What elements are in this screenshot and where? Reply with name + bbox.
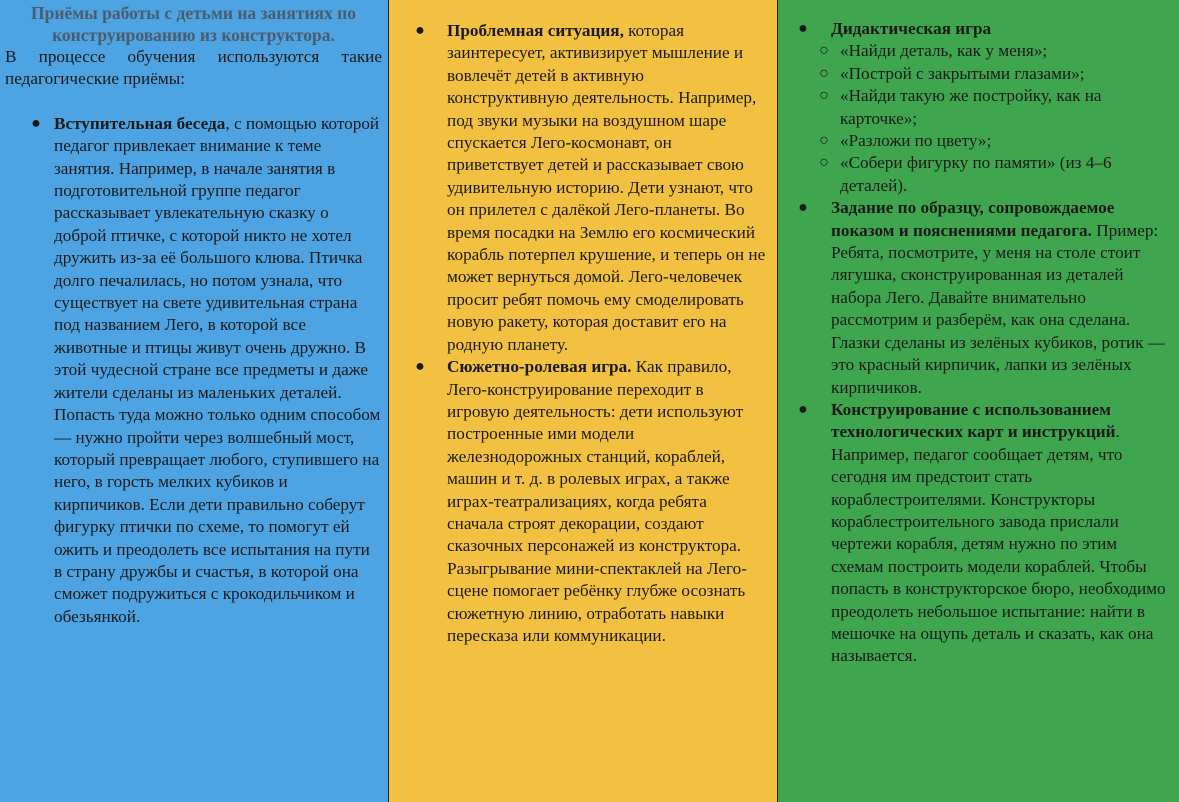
- circle-bullet-icon: ○: [819, 64, 829, 82]
- item-heading: Сюжетно-ролевая игра.: [447, 357, 632, 377]
- circle-bullet-icon: ○: [819, 87, 829, 105]
- list-item: [792, 18, 1169, 197]
- item-text: , с помощью которой педагог привлекает внимание к теме занятия. Например, в начале занятия в подготовительной группе педагог рассказывает увлекательную сказку о доброй птичке, с которой никто не хотел дружить из-за её большого клюва. Птичка долго печалилась, но потом узнала, что существует на свете удивительная страна под названием Лего, в которой все животные и птицы живут очень дружно. В этой чудесной стране все предметы и даже жители сделаны из маленьких деталей. Попасть туда можно только одним способом — нужно пройти через волшебный мост, который превращает любого, ступившего на него, в горсть мелких кубиков и кирпичиков. Если дети правильно соберут фигурку птички по схеме, то помогут ей ожить и преодолеть все испытания на пути в страну дружбы и счастья, в которой она сможет подружиться с крокодильчиком и обезьянкой.: [54, 113, 381, 626]
- item-heading: Конструирование с использованием технологических карт и инструкций: [831, 399, 1116, 442]
- bullet-icon: ●: [798, 199, 808, 217]
- bullet-icon: ●: [798, 400, 808, 418]
- circle-bullet-icon: ○: [819, 132, 829, 150]
- bullet-icon: ●: [798, 20, 808, 37]
- sublist-item: [792, 40, 1169, 62]
- list-item: [792, 399, 1169, 668]
- item-text: Пример: Ребята, посмотрите, у меня на столе стоит лягушка, сконструированная из деталей набора Лего. Давайте внимательно рассмотрим и разберём, как она сделана. Глазки сделаны из зелёных кубиков, ротик — это красный кирпичик, лапки из зелёных кирпичиков.: [831, 220, 1165, 397]
- list-item: [5, 113, 382, 628]
- sublist-text: «Построй с закрытыми глазами»;: [840, 63, 1085, 83]
- item-heading: Проблемная ситуация,: [447, 21, 624, 40]
- list-item: [409, 20, 767, 356]
- column-yellow: [389, 0, 777, 802]
- game-sublist: [792, 40, 1169, 197]
- sublist-text: «Найди такую же постройку, как на карточке»;: [840, 86, 1102, 128]
- intro-text: В процессе обучения используются такие педагогические приёмы:: [5, 47, 382, 89]
- item-text: Как правило, Лего-конструирование переходит в игровую деятельность: дети используют построенные ими модели железнодорожных станций, кораблей, машин и т. д. в ролевых играх, а также играх-театрализациях, когда ребята сначала строят декорации, создают сказочных персонажей из конструктора. Разыгрывание мини-спектаклей на Лего-сцене помогает ребёнку глубже осознать сюжетную линию, отработать навыки пересказа или коммуникации.: [447, 357, 747, 645]
- list-item: [409, 356, 767, 647]
- sublist-item: [792, 63, 1169, 85]
- sublist-text: «Разложи по цвету»;: [840, 131, 992, 151]
- item-text: которая заинтересует, активизирует мышление и вовлечёт детей в активную конструктивную деятельность. Например, под звуки музыки на воздушном шаре спускается Лего-космонавт, он приветствует детей и рассказывает свою удивительную историю. Дети узнают, что он прилетел с далёкой Лего-планеты. Во время посадки на Землю его космический корабль потерпел крушение, и теперь он не может вернуться домой. Лего-человечек просит ребят помочь ему смоделировать новую ракету, которая доставит его на родную планету.: [447, 21, 766, 354]
- item-heading: Задание по образцу, сопровождаемое показом и пояснениями педагога.: [831, 198, 1115, 240]
- sublist-text: «Найди деталь, как у меня»;: [840, 41, 1048, 61]
- bullet-icon: ●: [415, 22, 425, 39]
- sublist-item: [792, 85, 1169, 130]
- column-blue: [0, 0, 388, 802]
- list-item: [792, 197, 1169, 399]
- sublist-text: «Собери фигурку по памяти» (из 4–6 деталей).: [840, 153, 1112, 195]
- sublist-item: [792, 152, 1169, 197]
- circle-bullet-icon: ○: [819, 154, 829, 172]
- item-heading: Дидактическая игра: [831, 19, 992, 38]
- circle-bullet-icon: ○: [819, 42, 829, 60]
- bullet-icon: ●: [415, 358, 425, 376]
- sublist-item: [792, 130, 1169, 152]
- item-heading: Вступительная беседа: [54, 113, 226, 133]
- technique-list: [409, 20, 767, 647]
- page-title: Приёмы работы с детьми на занятиях по конструированию из конструктора.: [31, 3, 356, 45]
- technique-list: [5, 113, 382, 628]
- technique-list: [792, 18, 1169, 668]
- column-green: [778, 0, 1179, 802]
- bullet-icon: ●: [31, 114, 41, 132]
- item-text: . Например, педагог сообщает детям, что сегодня им предстоит стать кораблестроителями. Конструкторы кораблестроительного завода прислали чертежи корабля, детям нужно по этим схемам построить модели кораблей. Чтобы попасть в конструкторское бюро, необходимо преодолеть небольшое испытание: найти в мешочке на ощупь деталь и сказать, как она называется.: [831, 422, 1166, 666]
